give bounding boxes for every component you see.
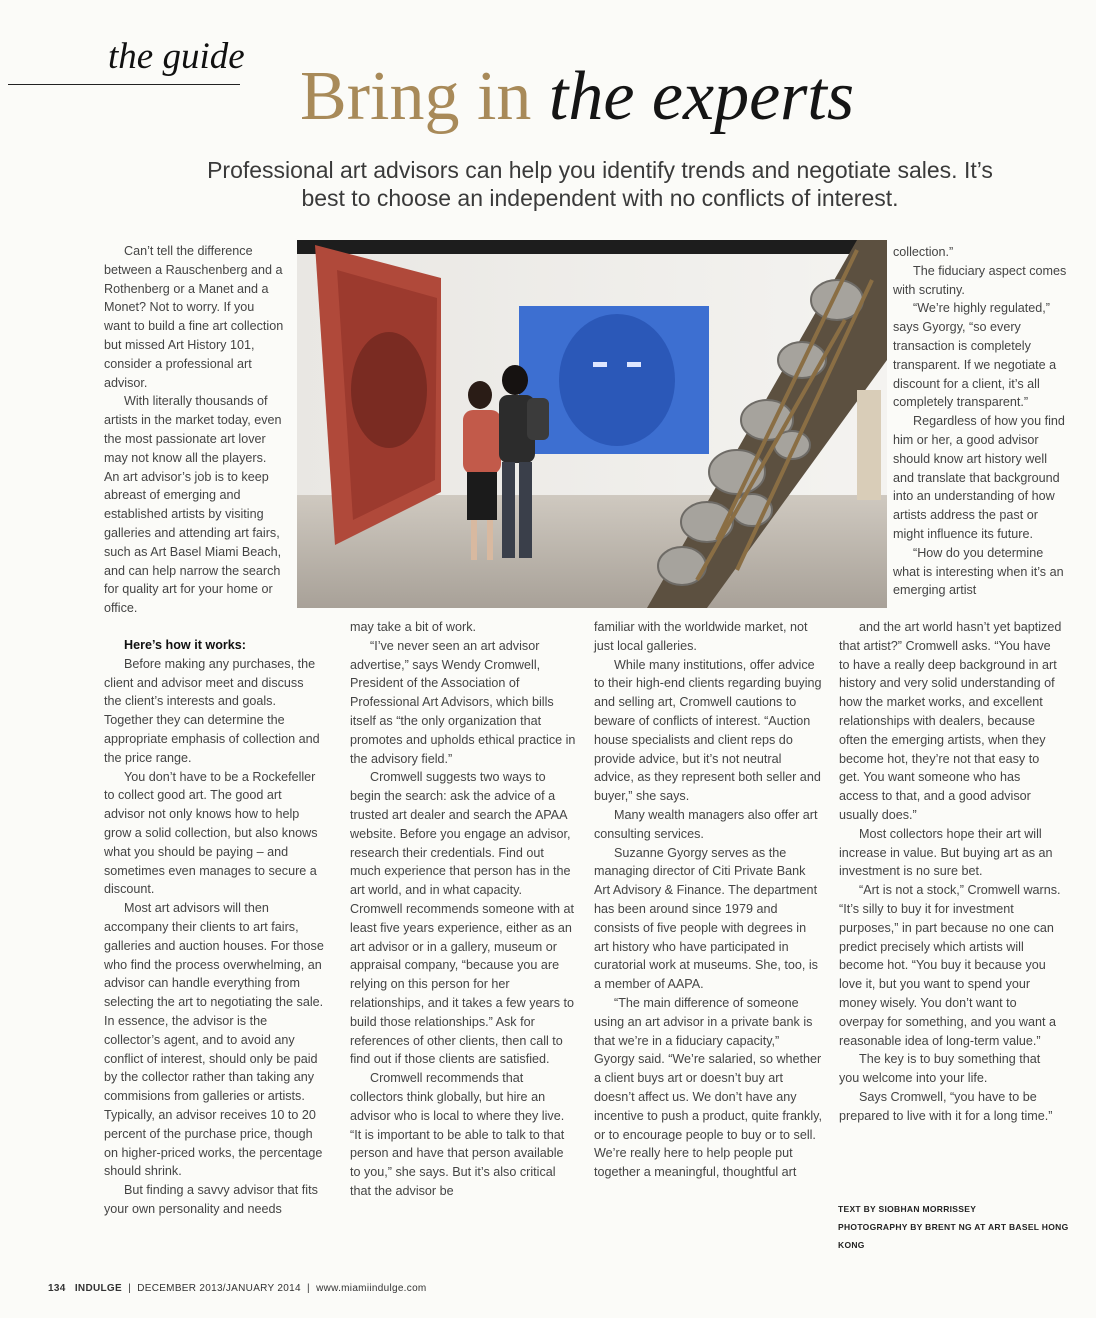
paragraph: Cromwell recommends that collectors think globally, but hire an advisor who is local to where they live. “It is important to be able to talk to that person and have that person available to you,” she says. But it’s also critical that the advisor be	[350, 1071, 565, 1198]
paragraph: and the art world hasn’t yet baptized that artist?” Cromwell asks. “You have to have a really deep background in art history and very solid understanding of how the market works, and excellent relationships with dealers, because often the emerging artists, when they become hot, they’re not that easy to get. You want someone who has access to that, and a good advisor usually does.”	[839, 620, 1062, 822]
headline-part1: Bring in	[300, 58, 532, 135]
article-credits	[838, 1200, 1096, 1254]
headline-part2: the experts	[548, 58, 855, 135]
page-number: 134	[48, 1283, 66, 1294]
paragraph: Regardless of how you find him or her, a good advisor should know art history well and translate that background into an understanding of how artists address the past or might influence its future.	[893, 414, 1065, 541]
column-4-top	[893, 243, 1069, 600]
paragraph: may take a bit of work.	[350, 620, 476, 634]
paragraph: The key is to buy something that you welcome into your life.	[839, 1052, 1041, 1086]
page-title	[300, 58, 855, 135]
subheading: Here’s how it works:	[124, 638, 247, 652]
paragraph: The fiduciary aspect comes with scrutiny.	[893, 263, 1067, 297]
paragraph: Can’t tell the difference between a Rauschenberg and a Rothenberg or a Manet and a Monet? Not to worry. If you want to build a fine art collection but missed Art History 101, consider a professional art advisor.	[104, 244, 284, 390]
column-3	[594, 618, 822, 1182]
magazine-name: INDULGE	[74, 1283, 122, 1294]
paragraph: collection.”	[893, 245, 954, 259]
paragraph: “The main difference of someone using an art advisor in a private bank is that we’re in a fiduciary capacity,” Gyorgy said. “We’re salaried, so whether a client buys art or doesn’t buy art doesn’t affect us. We don’t have any incentive to push a product, quite frankly, or to encourage people to buy or to sell. We’re really here to help people put together a meaningful, thoughtful art	[594, 995, 822, 1180]
gallery-photo-illustration	[297, 240, 887, 608]
paragraph: Most collectors hope their art will increase in value. But buying art as an investment is no sure bet.	[839, 826, 1053, 879]
paragraph: You don’t have to be a Rockefeller to collect good art. The good art advisor not only knows how to help grow a solid collection, but also knows what you should be paying – and sometimes even manages to secure a discount.	[104, 769, 318, 897]
paragraph: Before making any purchases, the client and advisor meet and discuss the client’s interests and goals. Together they can determine the appropriate emphasis of collection and the price range.	[104, 656, 320, 765]
text-credit: TEXT BY SIOBHAN MORRISSEY	[838, 1204, 977, 1214]
paragraph: Suzanne Gyorgy serves as the managing director of Citi Private Bank Art Advisory & Finance. The department has been around since 1979 and consists of five people with degrees in art history who have participated in curatorial work at museums. She, too, is a member of AAPA.	[594, 845, 818, 992]
footer-separator: |	[303, 1283, 313, 1294]
gallery-photo	[297, 240, 887, 608]
paragraph: Cromwell suggests two ways to begin the search: ask the advice of a trusted art dealer and search the APAA website. Before you engage an advisor, research their credentials. Find out much experience that person has in the art world, and in what capacity. Cromwell recommends someone with at least five years experience, either as an art advisor or in a gallery, museum or appraisal company, “because you are relying on this person for her relationships, and it takes a few years to build those relationships.” Ask for references of other clients, then call to find out if those clients are satisfied.	[350, 770, 575, 1067]
column-1-intro	[104, 242, 284, 618]
column-1	[104, 636, 324, 1219]
paragraph: Says Cromwell, “you have to be prepared to live with it for a long time.”	[839, 1089, 1053, 1123]
paragraph: But finding a savvy advisor that fits your own personality and needs	[104, 1183, 318, 1216]
section-rule	[8, 84, 240, 85]
paragraph: While many institutions, offer advice to their high-end clients regarding buying and selling art, Cromwell cautions to beware of conflicts of interest. “Auction house specialists and client reps do provide advice, but it’s not neutral advice, as they represent both seller and buyer,” she says.	[594, 657, 822, 804]
column-2	[350, 618, 576, 1201]
paragraph: familiar with the worldwide market, not just local galleries.	[594, 620, 808, 653]
article-deck: Professional art advisors can help you identify trends and negotiate sales. It’s best to choose an independent with no conflicts of interest.	[207, 157, 993, 211]
page-footer	[48, 1283, 427, 1294]
paragraph: “I’ve never seen an art advisor advertise,” says Wendy Cromwell, President of the Association of Professional Art Advisors, which bills itself as “the only organization that promotes and upholds ethical practice in the advisory field.”	[350, 638, 576, 766]
section-label: the guide	[108, 36, 245, 77]
paragraph: “We’re highly regulated,” says Gyorgy, “so every transaction is completely transparent. If we negotiate a discount for a client, it’s all completely transparent.”	[893, 301, 1057, 410]
website-url: www.miamiindulge.com	[316, 1283, 427, 1294]
paragraph: “Art is not a stock,” Cromwell warns. “It’s silly to buy it for investment purposes,” in part because no one can predict precisely which artists will become hot. “You buy it because you love it, but you want to spend your money wisely. You don’t want to overpay for something, and you want a reasonable idea of long-term value.”	[839, 883, 1061, 1048]
paragraph: Many wealth managers also offer art consulting services.	[594, 807, 818, 841]
issue-date: DECEMBER 2013/JANUARY 2014	[137, 1283, 301, 1294]
photo-credit: PHOTOGRAPHY BY BRENT NG AT ART BASEL HONG KONG	[838, 1222, 1069, 1250]
paragraph: Most art advisors will then accompany their clients to art fairs, galleries and auction houses. For those who find the process overwhelming, an advisor can handle everything from selecting the art to negotiating the sale. In essence, the advisor is the collector’s agent, and to avoid any conflict of interest, should only be paid by the collector rather than taking any commisions from galleries or artists. Typically, an advisor receives 10 to 20 percent of the purchase price, though on higher-priced works, the percentage should shrink.	[104, 901, 324, 1179]
paragraph: With literally thousands of artists in the market today, even the most passionate art lover may not know all the players. An art advisor’s job is to keep abreast of emerging and established artists by visiting galleries and attending art fairs, such as Art Basel Miami Beach, and can help narrow the search for quality art for your home or office.	[104, 394, 282, 616]
paragraph: “How do you determine what is interesting when it’s an emerging artist	[893, 545, 1064, 598]
footer-separator: |	[125, 1283, 135, 1294]
column-4	[839, 618, 1063, 1126]
